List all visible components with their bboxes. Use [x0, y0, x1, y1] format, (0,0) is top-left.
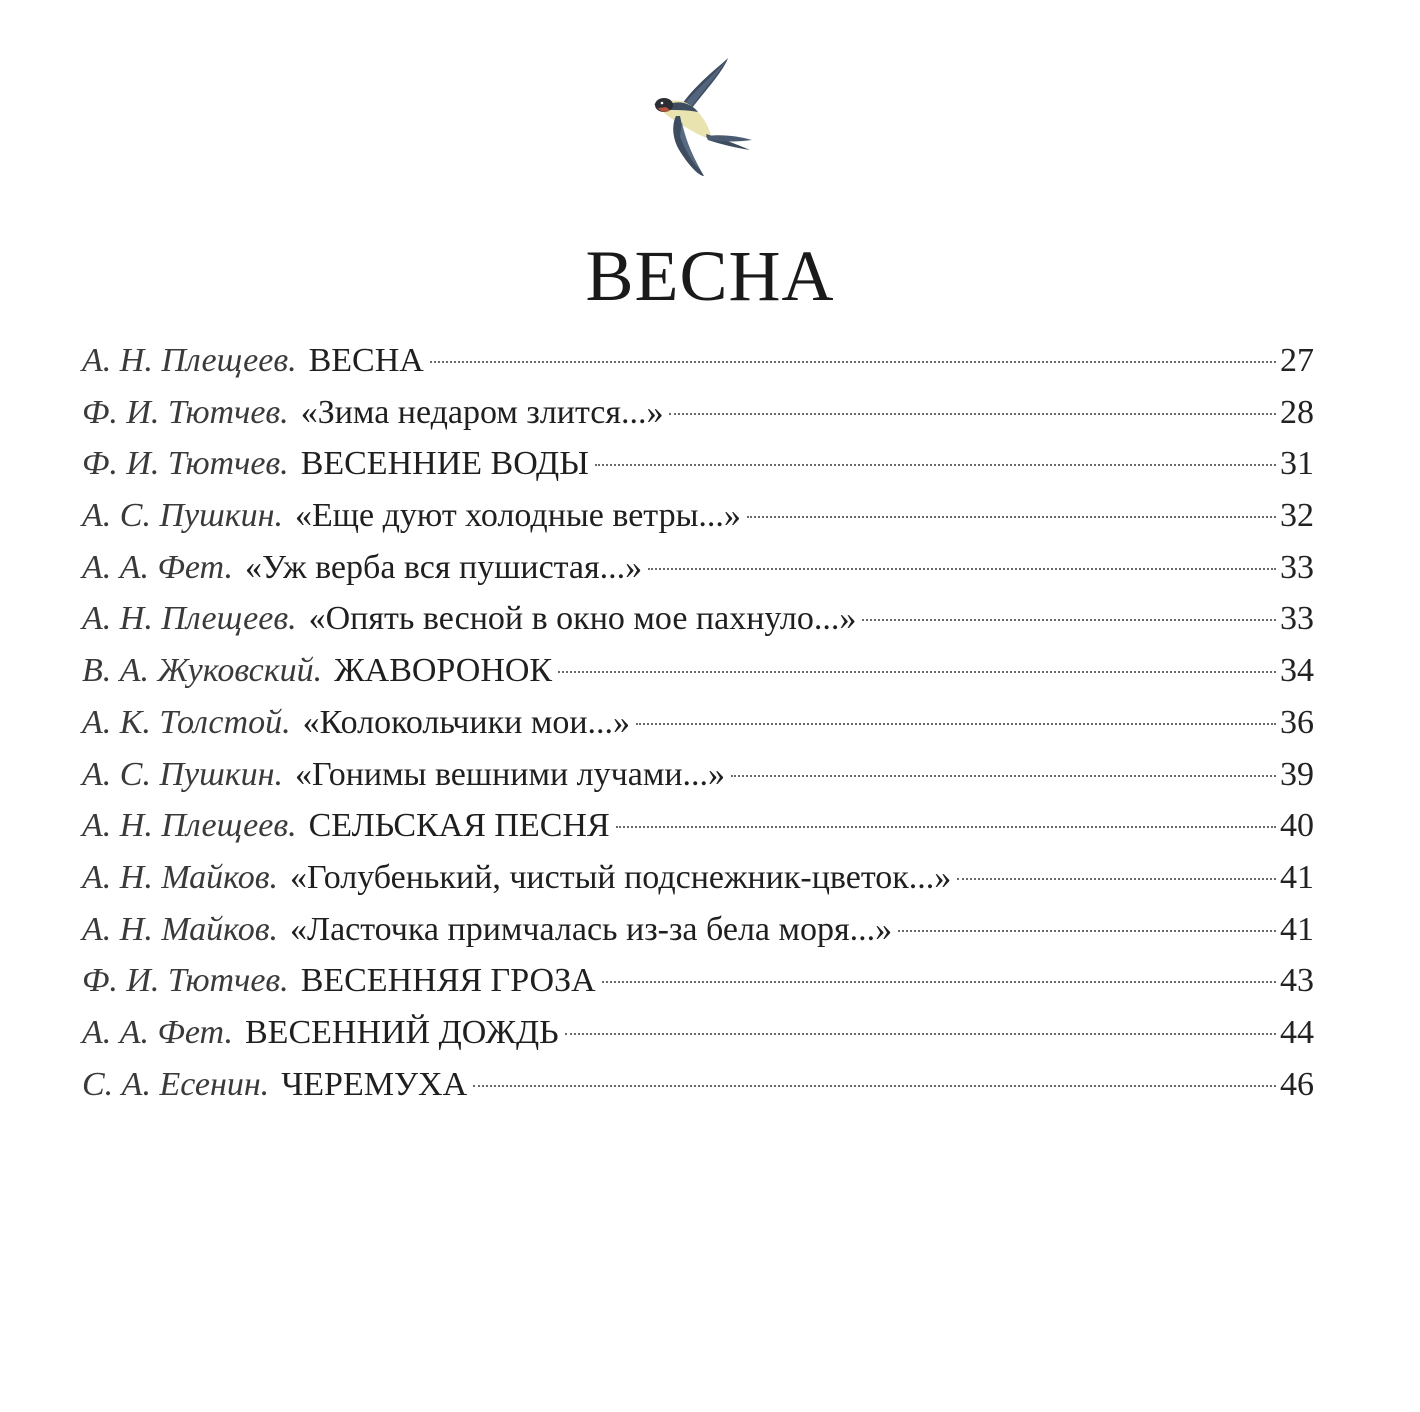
dot-leader [595, 464, 1276, 466]
toc-page-number: 32 [1280, 497, 1314, 535]
dot-leader [747, 516, 1276, 518]
dot-leader [430, 361, 1276, 363]
toc-author: Ф. И. Тютчев. [82, 393, 289, 431]
section-title: ВЕСНА [585, 236, 835, 316]
toc-entry[interactable] [82, 490, 1314, 542]
toc-page-number: 27 [1280, 342, 1314, 379]
toc-title: «Зима недаром злится...» [300, 393, 664, 431]
toc-entry[interactable] [82, 335, 1314, 387]
toc-title: «Голубенький, чистый подснежник-цветок...» [290, 858, 952, 896]
toc-page-number: 28 [1280, 393, 1314, 431]
toc-author: А. С. Пушкин. [82, 755, 284, 793]
toc-page-number: 46 [1280, 1065, 1314, 1103]
dot-leader [862, 619, 1276, 621]
toc-author: А. Н. Майков. [82, 910, 279, 948]
dot-leader [616, 826, 1276, 828]
toc-title: ВЕСЕННИЕ ВОДЫ [300, 445, 589, 483]
toc-entry[interactable] [82, 749, 1314, 801]
toc-author: А. Н. Плещеев. [82, 807, 297, 845]
toc-entry[interactable] [82, 904, 1314, 956]
toc-title: ВЕСНА [308, 342, 424, 379]
toc-title: СЕЛЬСКАЯ ПЕСНЯ [308, 807, 610, 845]
toc-author: Ф. И. Тютчев. [82, 445, 289, 483]
toc-title: «Колокольчики мои...» [302, 703, 631, 741]
dot-leader [731, 775, 1276, 777]
toc-page-number: 41 [1280, 858, 1314, 896]
toc-page-number: 34 [1280, 652, 1314, 690]
table-of-contents [82, 335, 1314, 1110]
toc-entry[interactable] [82, 593, 1314, 645]
dot-leader [957, 878, 1276, 880]
toc-title: «Уж верба вся пушистая...» [245, 548, 643, 586]
toc-title: «Еще дуют холодные ветры...» [295, 497, 741, 535]
toc-author: А. К. Толстой. [82, 703, 291, 741]
toc-author: В. А. Жуковский. [82, 652, 323, 690]
toc-page-number: 44 [1280, 1013, 1314, 1051]
toc-title: ЧЕРЕМУХА [281, 1065, 468, 1103]
toc-entry[interactable] [82, 800, 1314, 852]
dot-leader [602, 981, 1276, 983]
toc-title: «Ласточка примчалась из-за бела моря...» [290, 910, 893, 948]
toc-entry[interactable] [82, 1059, 1314, 1111]
toc-title: ВЕСЕННИЙ ДОЖДЬ [245, 1013, 559, 1051]
toc-author: А. С. Пушкин. [82, 497, 284, 535]
toc-entry[interactable] [82, 645, 1314, 697]
toc-author: А. Н. Плещеев. [82, 342, 297, 379]
toc-entry[interactable] [82, 438, 1314, 490]
toc-title: ВЕСЕННЯЯ ГРОЗА [300, 962, 596, 1000]
toc-entry[interactable] [82, 1007, 1314, 1059]
dot-leader [636, 723, 1276, 725]
toc-author: А. А. Фет. [82, 1013, 233, 1051]
toc-page-number: 31 [1280, 445, 1314, 483]
dot-leader [558, 671, 1276, 673]
toc-entry[interactable] [82, 852, 1314, 904]
toc-page-number: 36 [1280, 703, 1314, 741]
dot-leader [669, 413, 1276, 415]
toc-title: «Гонимы вешними лучами...» [295, 755, 726, 793]
toc-page-number: 39 [1280, 755, 1314, 793]
toc-entry[interactable] [82, 955, 1314, 1007]
dot-leader [565, 1033, 1276, 1035]
toc-author: А. А. Фет. [82, 548, 233, 586]
toc-page-number: 33 [1280, 600, 1314, 638]
toc-page-number: 33 [1280, 548, 1314, 586]
toc-entry[interactable] [82, 387, 1314, 439]
toc-author: Ф. И. Тютчев. [82, 962, 289, 1000]
toc-title: ЖАВОРОНОК [334, 652, 553, 690]
toc-page-number: 40 [1280, 807, 1314, 845]
dot-leader [898, 930, 1276, 932]
toc-author: А. Н. Плещеев. [82, 600, 297, 638]
dot-leader [648, 568, 1276, 570]
swallow-icon [640, 52, 770, 192]
toc-entry[interactable] [82, 542, 1314, 594]
toc-page-number: 43 [1280, 962, 1314, 1000]
toc-author: А. Н. Майков. [82, 858, 279, 896]
toc-author: С. А. Есенин. [82, 1065, 270, 1103]
dot-leader [473, 1085, 1276, 1087]
toc-entry[interactable] [82, 697, 1314, 749]
toc-title: «Опять весной в окно мое пахнуло...» [308, 600, 857, 638]
toc-page-number: 41 [1280, 910, 1314, 948]
